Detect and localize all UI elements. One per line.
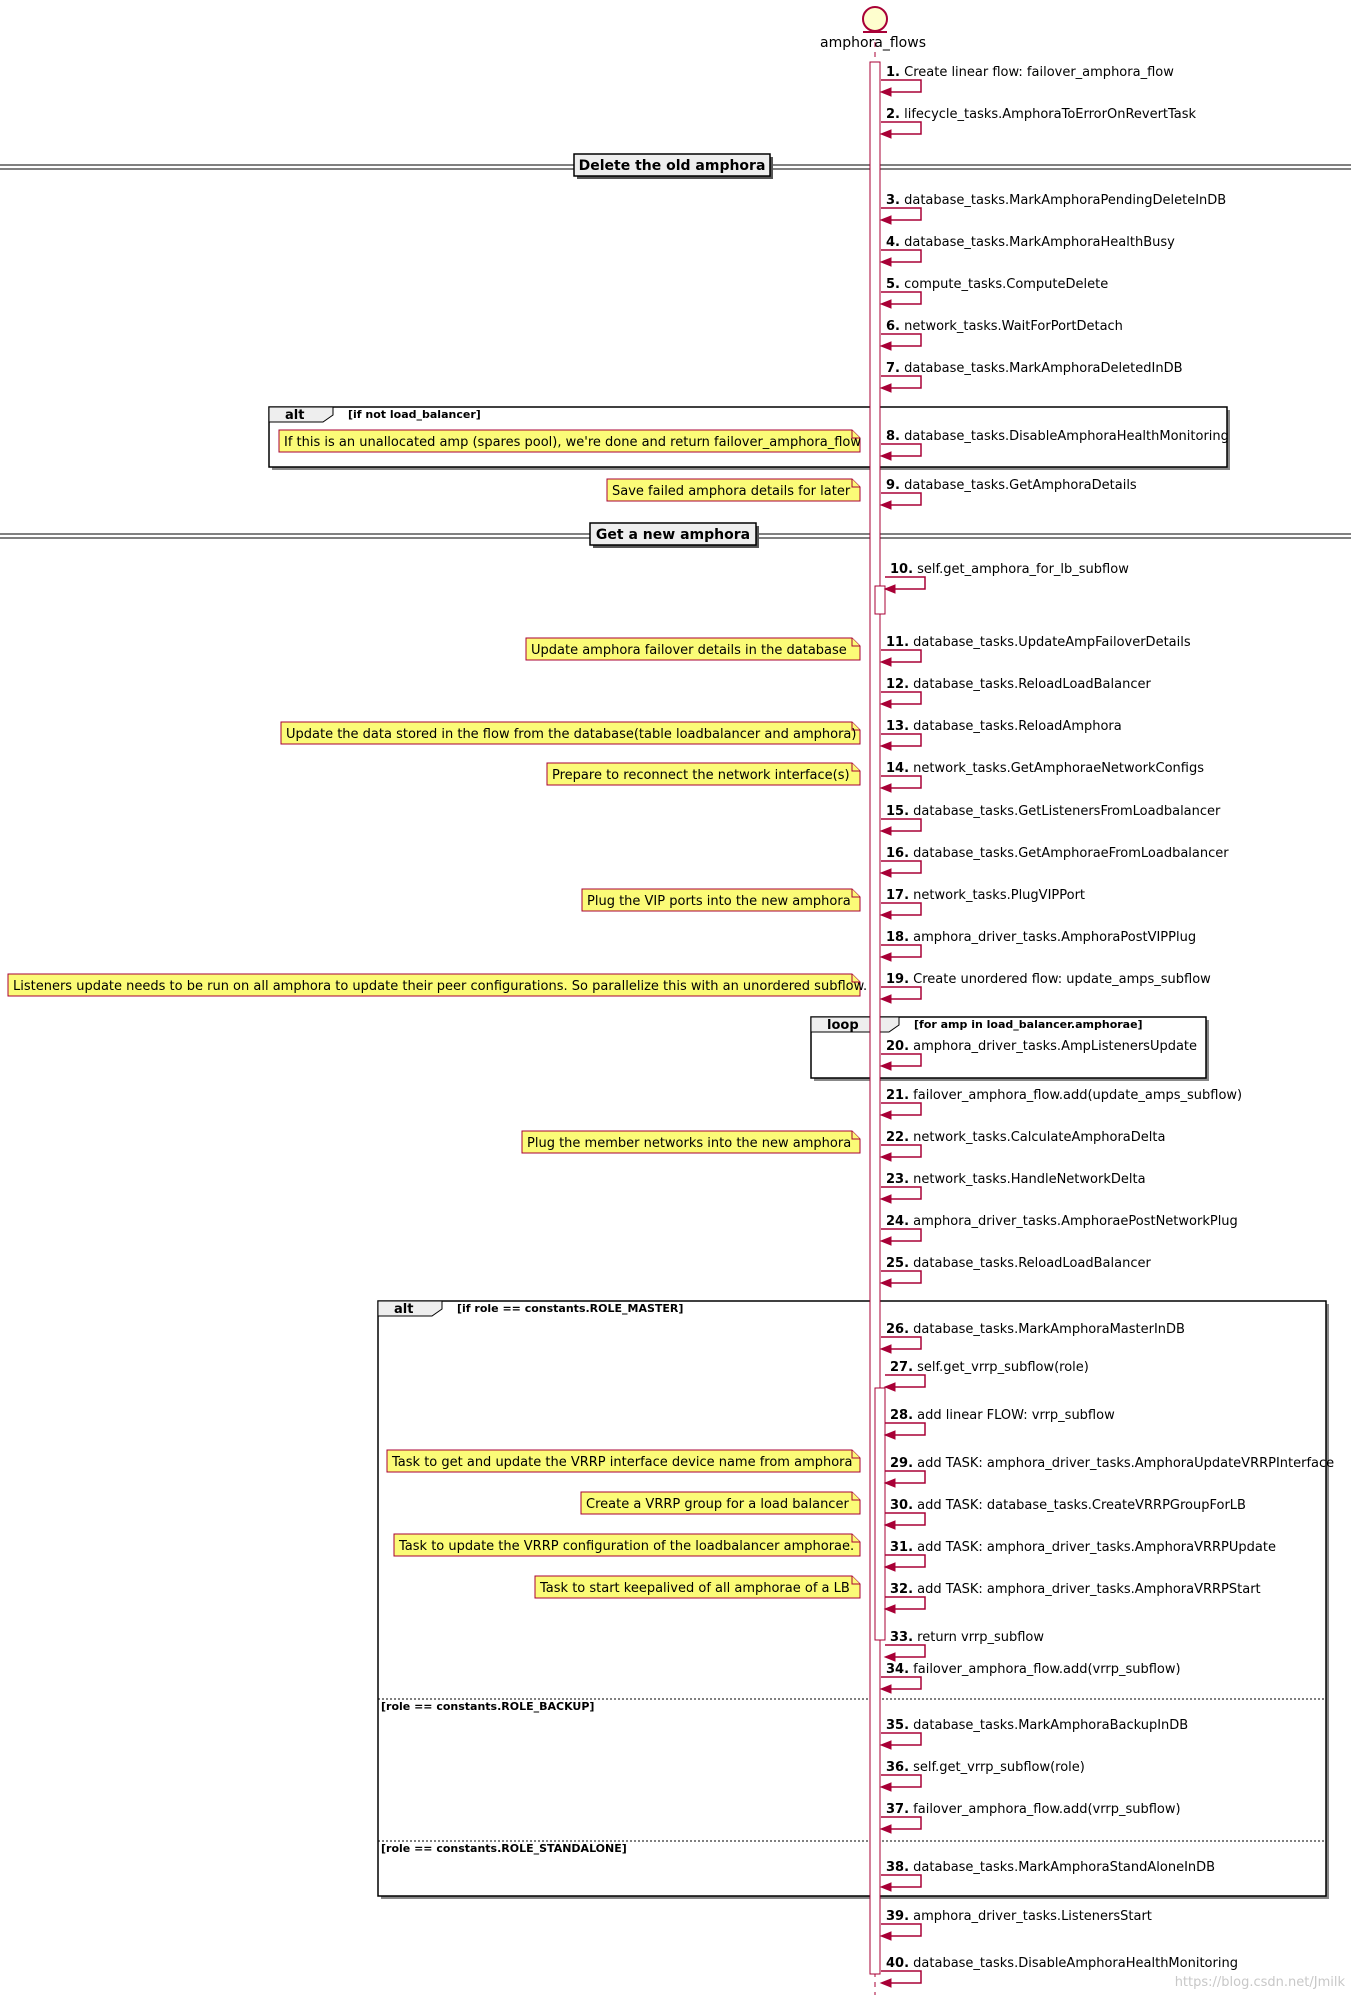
message-arrow-head bbox=[881, 995, 891, 1003]
message-17 bbox=[881, 888, 1085, 919]
note-12 bbox=[535, 1576, 860, 1598]
message-arrow-head bbox=[881, 700, 891, 708]
message-9 bbox=[881, 478, 1137, 509]
message-label bbox=[886, 677, 1151, 692]
message-label bbox=[890, 1456, 1334, 1471]
message-label bbox=[890, 1582, 1261, 1597]
message-arrow-head bbox=[881, 827, 891, 835]
actor-entity-icon bbox=[863, 7, 887, 31]
message-text: database_tasks.ReloadLoadBalancer bbox=[909, 677, 1151, 692]
message-arrow-head bbox=[881, 1195, 891, 1203]
note-text: Listeners update needs to be run on all amphora to update their peer configurations. So parallelize this with an unordered subflow. bbox=[13, 979, 868, 994]
message-text: add TASK: amphora_driver_tasks.AmphoraUpdateVRRPInterface bbox=[913, 1456, 1335, 1471]
note-7 bbox=[8, 974, 867, 996]
message-label bbox=[886, 1909, 1152, 1924]
note-10 bbox=[581, 1492, 860, 1514]
message-text: return vrrp_subflow bbox=[913, 1630, 1044, 1645]
separator-label: Get a new amphora bbox=[595, 527, 751, 543]
message-15 bbox=[881, 804, 1221, 835]
message-number: 40. bbox=[886, 1956, 910, 1971]
message-label bbox=[886, 193, 1226, 208]
message-text: database_tasks.MarkAmphoraPendingDeleteInDB bbox=[899, 193, 1227, 208]
message-text: database_tasks.ReloadAmphora bbox=[909, 719, 1122, 734]
frame-keyword: loop bbox=[827, 1018, 859, 1033]
message-arrow-head bbox=[881, 342, 891, 350]
message-label bbox=[886, 1760, 1085, 1775]
message-text: self.get_amphora_for_lb_subflow bbox=[913, 562, 1129, 577]
message-text: compute_tasks.ComputeDelete bbox=[899, 277, 1109, 292]
message-text: lifecycle_tasks.AmphoraToErrorOnRevertTask bbox=[899, 107, 1197, 122]
message-23 bbox=[881, 1172, 1146, 1203]
message-label bbox=[886, 277, 1108, 292]
message-number: 22. bbox=[886, 1130, 910, 1145]
message-number: 10. bbox=[890, 562, 914, 577]
message-label bbox=[886, 1088, 1242, 1103]
message-label bbox=[886, 361, 1183, 376]
frame-keyword: alt bbox=[285, 408, 305, 423]
frame-guard: [if not load_balancer] bbox=[348, 408, 481, 421]
separator-1 bbox=[0, 154, 1351, 179]
note-text: Prepare to reconnect the network interface(s) bbox=[552, 768, 850, 783]
message-12 bbox=[881, 677, 1151, 708]
message-text: Create linear flow: failover_amphora_flow bbox=[899, 65, 1174, 80]
message-number: 14. bbox=[886, 761, 910, 776]
participant-label: amphora_flows bbox=[819, 35, 927, 51]
note-text: Plug the member networks into the new amphora bbox=[527, 1136, 852, 1151]
message-text: add TASK: amphora_driver_tasks.AmphoraVRRPUpdate bbox=[913, 1540, 1276, 1555]
message-label bbox=[886, 65, 1174, 80]
message-number: 19. bbox=[886, 972, 910, 987]
note-text: If this is an unallocated amp (spares pool), we're done and return failover_amphora_flow bbox=[284, 435, 861, 450]
message-text: failover_amphora_flow.add(vrrp_subflow) bbox=[909, 1802, 1181, 1817]
message-number: 2. bbox=[886, 107, 900, 122]
message-text: database_tasks.GetAmphoraDetails bbox=[899, 478, 1137, 493]
message-number: 4. bbox=[886, 235, 900, 250]
message-number: 38. bbox=[886, 1860, 910, 1875]
message-label bbox=[886, 1322, 1185, 1337]
note-fold bbox=[852, 479, 860, 487]
message-label bbox=[886, 635, 1191, 650]
message-label bbox=[886, 972, 1211, 987]
message-text: network_tasks.PlugVIPPort bbox=[909, 888, 1086, 903]
message-number: 36. bbox=[886, 1760, 910, 1775]
message-number: 35. bbox=[886, 1718, 910, 1733]
message-text: network_tasks.CalculateAmphoraDelta bbox=[909, 1130, 1166, 1145]
message-text: database_tasks.GetListenersFromLoadbalancer bbox=[909, 804, 1221, 819]
activation-bar-main bbox=[870, 62, 880, 1974]
message-label bbox=[886, 1662, 1181, 1677]
message-arrow-head bbox=[881, 1111, 891, 1119]
note-1 bbox=[279, 430, 861, 452]
note-text: Plug the VIP ports into the new amphora bbox=[587, 894, 851, 909]
message-arrow-head bbox=[881, 742, 891, 750]
message-number: 7. bbox=[886, 361, 900, 376]
note-text: Save failed amphora details for later bbox=[612, 484, 851, 499]
message-number: 23. bbox=[886, 1172, 910, 1187]
message-4 bbox=[881, 235, 1175, 266]
message-number: 16. bbox=[886, 846, 910, 861]
message-text: database_tasks.ReloadLoadBalancer bbox=[909, 1256, 1151, 1271]
message-10 bbox=[885, 562, 1129, 593]
message-number: 39. bbox=[886, 1909, 910, 1924]
note-fold bbox=[852, 889, 860, 897]
note-text: Task to get and update the VRRP interface device name from amphora bbox=[392, 1455, 853, 1470]
message-text: database_tasks.MarkAmphoraStandAloneInDB bbox=[909, 1860, 1216, 1875]
frame-else-guard: [role == constants.ROLE_BACKUP] bbox=[381, 1700, 595, 1713]
message-21 bbox=[881, 1088, 1242, 1119]
message-arrow-head bbox=[881, 658, 891, 666]
message-text: Create unordered flow: update_amps_subflow bbox=[909, 972, 1211, 987]
message-text: amphora_driver_tasks.AmpListenersUpdate bbox=[909, 1039, 1198, 1054]
message-label bbox=[886, 804, 1221, 819]
message-2 bbox=[881, 107, 1197, 138]
message-label bbox=[886, 429, 1229, 444]
message-arrow-head bbox=[881, 501, 891, 509]
message-text: add linear FLOW: vrrp_subflow bbox=[913, 1408, 1115, 1423]
message-text: database_tasks.MarkAmphoraDeletedInDB bbox=[899, 361, 1183, 376]
message-number: 1. bbox=[886, 65, 900, 80]
message-1 bbox=[881, 65, 1174, 96]
message-text: failover_amphora_flow.add(vrrp_subflow) bbox=[909, 1662, 1181, 1677]
message-label bbox=[886, 1172, 1146, 1187]
message-arrow-head bbox=[881, 1279, 891, 1287]
frame-else-guard: [role == constants.ROLE_STANDALONE] bbox=[381, 1842, 627, 1855]
message-arrow-head bbox=[881, 216, 891, 224]
message-19 bbox=[881, 972, 1211, 1003]
message-label bbox=[890, 1540, 1276, 1555]
message-number: 18. bbox=[886, 930, 910, 945]
message-number: 34. bbox=[886, 1662, 910, 1677]
note-text: Task to update the VRRP configuration of the loadbalancer amphorae. bbox=[399, 1539, 855, 1554]
message-text: self.get_vrrp_subflow(role) bbox=[909, 1760, 1085, 1775]
message-arrow-head bbox=[885, 585, 895, 593]
message-number: 15. bbox=[886, 804, 910, 819]
message-text: database_tasks.DisableAmphoraHealthMonitoring bbox=[909, 1956, 1238, 1971]
message-label bbox=[886, 107, 1197, 122]
message-label bbox=[886, 235, 1175, 250]
message-arrow-head bbox=[881, 300, 891, 308]
note-8 bbox=[522, 1131, 860, 1153]
message-arrow-head bbox=[881, 130, 891, 138]
note-text: Update amphora failover details in the database bbox=[531, 643, 847, 658]
message-number: 3. bbox=[886, 193, 900, 208]
message-label bbox=[886, 1039, 1197, 1054]
message-13 bbox=[881, 719, 1122, 750]
message-6 bbox=[881, 319, 1123, 350]
message-text: amphora_driver_tasks.AmphoraePostNetworkPlug bbox=[909, 1214, 1238, 1229]
message-arrow-head bbox=[881, 1979, 891, 1987]
message-arrow-head bbox=[881, 88, 891, 96]
message-7 bbox=[881, 361, 1183, 392]
message-text: network_tasks.WaitForPortDetach bbox=[899, 319, 1123, 334]
message-label bbox=[886, 761, 1204, 776]
message-label bbox=[886, 719, 1122, 734]
message-label bbox=[890, 562, 1129, 577]
note-fold bbox=[852, 638, 860, 646]
separator-label: Delete the old amphora bbox=[578, 158, 766, 174]
message-arrow-head bbox=[881, 258, 891, 266]
message-16 bbox=[881, 846, 1229, 877]
note-4 bbox=[281, 722, 860, 744]
message-number: 29. bbox=[890, 1456, 914, 1471]
message-text: add TASK: database_tasks.CreateVRRPGroupForLB bbox=[913, 1498, 1246, 1513]
message-text: network_tasks.HandleNetworkDelta bbox=[909, 1172, 1146, 1187]
message-label bbox=[886, 1802, 1181, 1817]
message-arrow-head bbox=[881, 1237, 891, 1245]
message-25 bbox=[881, 1256, 1151, 1287]
message-text: network_tasks.GetAmphoraeNetworkConfigs bbox=[909, 761, 1204, 776]
message-arrow-head bbox=[881, 911, 891, 919]
message-24 bbox=[881, 1214, 1238, 1245]
note-fold bbox=[852, 763, 860, 771]
message-label bbox=[886, 846, 1229, 861]
frame-keyword: alt bbox=[394, 1302, 414, 1317]
message-3 bbox=[881, 193, 1226, 224]
message-arrow-head bbox=[881, 1932, 891, 1940]
frame-alt-3 bbox=[378, 1301, 1329, 1899]
message-label bbox=[886, 478, 1137, 493]
message-number: 11. bbox=[886, 635, 910, 650]
message-number: 31. bbox=[890, 1540, 914, 1555]
message-label bbox=[886, 1214, 1238, 1229]
message-39 bbox=[881, 1909, 1152, 1940]
message-label bbox=[886, 319, 1123, 334]
note-11 bbox=[394, 1534, 860, 1556]
message-label bbox=[890, 1630, 1044, 1645]
message-number: 6. bbox=[886, 319, 900, 334]
message-number: 17. bbox=[886, 888, 910, 903]
frame-guard: [for amp in load_balancer.amphorae] bbox=[914, 1018, 1143, 1031]
note-9 bbox=[387, 1450, 860, 1472]
message-number: 9. bbox=[886, 478, 900, 493]
message-label bbox=[890, 1498, 1246, 1513]
message-text: database_tasks.DisableAmphoraHealthMonitoring bbox=[899, 429, 1229, 444]
separator-2 bbox=[0, 523, 1351, 548]
watermark: https://blog.csdn.net/Jmilk bbox=[1174, 1975, 1345, 1990]
message-14 bbox=[881, 761, 1204, 792]
message-18 bbox=[881, 930, 1196, 961]
message-text: database_tasks.UpdateAmpFailoverDetails bbox=[909, 635, 1191, 650]
message-number: 5. bbox=[886, 277, 900, 292]
message-text: amphora_driver_tasks.ListenersStart bbox=[909, 1909, 1152, 1924]
message-number: 30. bbox=[890, 1498, 914, 1513]
note-3 bbox=[526, 638, 860, 660]
frame-guard: [if role == constants.ROLE_MASTER] bbox=[457, 1302, 684, 1315]
message-22 bbox=[881, 1130, 1165, 1161]
message-5 bbox=[881, 277, 1108, 308]
message-arrow-head bbox=[881, 869, 891, 877]
message-number: 24. bbox=[886, 1214, 910, 1229]
message-number: 37. bbox=[886, 1802, 910, 1817]
message-text: database_tasks.GetAmphoraeFromLoadbalancer bbox=[909, 846, 1229, 861]
message-number: 28. bbox=[890, 1408, 914, 1423]
activation-bar-subflow-27 bbox=[875, 1388, 885, 1640]
message-label bbox=[886, 1130, 1165, 1145]
message-text: failover_amphora_flow.add(update_amps_subflow) bbox=[909, 1088, 1243, 1103]
message-label bbox=[886, 888, 1085, 903]
note-5 bbox=[547, 763, 860, 785]
message-number: 32. bbox=[890, 1582, 914, 1597]
message-text: add TASK: amphora_driver_tasks.AmphoraVRRPStart bbox=[913, 1582, 1261, 1597]
message-number: 13. bbox=[886, 719, 910, 734]
message-number: 21. bbox=[886, 1088, 910, 1103]
message-text: database_tasks.MarkAmphoraHealthBusy bbox=[899, 235, 1175, 250]
message-text: self.get_vrrp_subflow(role) bbox=[913, 1360, 1089, 1375]
message-number: 12. bbox=[886, 677, 910, 692]
message-number: 20. bbox=[886, 1039, 910, 1054]
message-arrow-head bbox=[881, 384, 891, 392]
note-text: Create a VRRP group for a load balancer bbox=[586, 1497, 849, 1512]
message-text: database_tasks.MarkAmphoraMasterInDB bbox=[909, 1322, 1185, 1337]
message-arrow-head bbox=[881, 1153, 891, 1161]
message-number: 8. bbox=[886, 429, 900, 444]
message-11 bbox=[881, 635, 1191, 666]
message-arrow-head bbox=[881, 784, 891, 792]
note-2 bbox=[607, 479, 860, 501]
message-text: amphora_driver_tasks.AmphoraPostVIPPlug bbox=[909, 930, 1197, 945]
note-text: Task to start keepalived of all amphorae of a LB bbox=[540, 1581, 850, 1596]
message-label bbox=[886, 1718, 1188, 1733]
message-label bbox=[890, 1408, 1115, 1423]
message-text: database_tasks.MarkAmphoraBackupInDB bbox=[909, 1718, 1189, 1733]
message-number: 27. bbox=[890, 1360, 914, 1375]
message-number: 33. bbox=[890, 1630, 914, 1645]
note-text: Update the data stored in the flow from the database(table loadbalancer and amphora) bbox=[286, 727, 857, 742]
message-number: 26. bbox=[886, 1322, 910, 1337]
message-label bbox=[886, 1956, 1238, 1971]
note-6 bbox=[582, 889, 860, 911]
message-arrow-head bbox=[881, 953, 891, 961]
message-label bbox=[886, 930, 1196, 945]
activation-bar-subflow-10 bbox=[875, 586, 885, 614]
message-label bbox=[886, 1256, 1151, 1271]
message-label bbox=[890, 1360, 1089, 1375]
message-label bbox=[886, 1860, 1215, 1875]
message-number: 25. bbox=[886, 1256, 910, 1271]
